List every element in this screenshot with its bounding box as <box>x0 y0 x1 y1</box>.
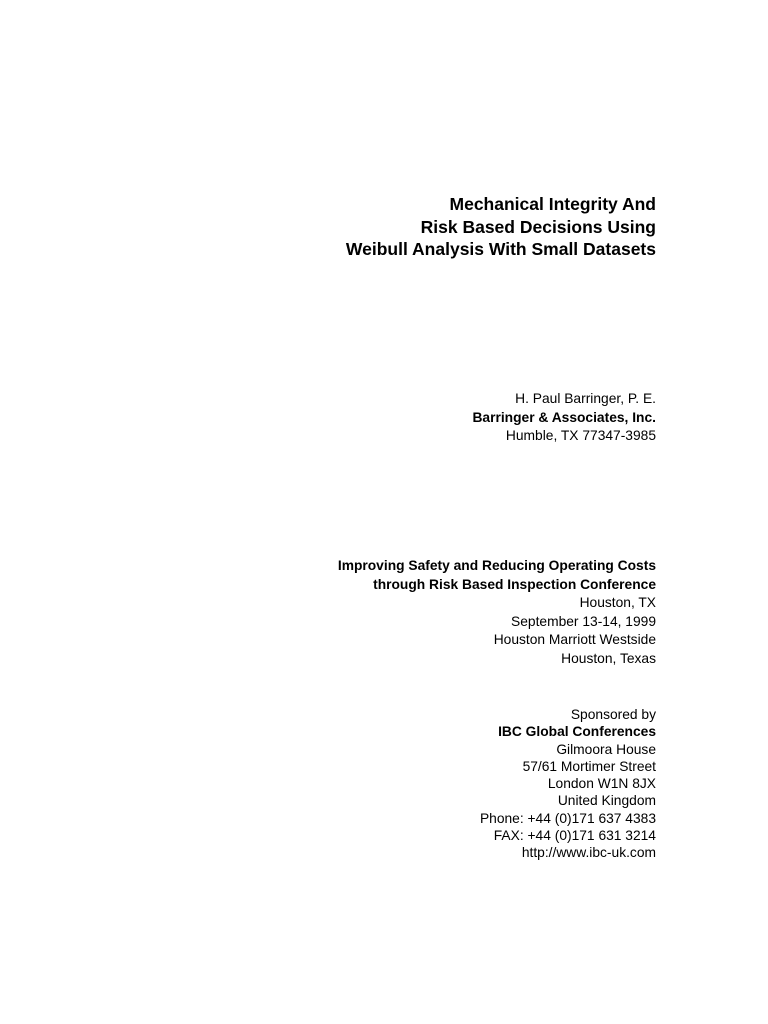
title-line-1: Mechanical Integrity And <box>449 194 656 214</box>
conference-name-line-1: Improving Safety and Reducing Operating Costs <box>337 558 656 573</box>
conference-block <box>338 557 656 668</box>
author-company: Barringer & Associates, Inc. <box>472 409 656 425</box>
paper-title <box>346 193 656 261</box>
sponsor-fax: FAX: +44 (0)171 631 3214 <box>493 828 656 844</box>
conference-venue: Houston Marriott Westside <box>493 632 656 647</box>
title-line-3: Weibull Analysis With Small Datasets <box>345 239 656 259</box>
sponsor-address-line-3: London W1N 8JX <box>547 776 656 792</box>
conference-dates: September 13-14, 1999 <box>511 613 656 629</box>
sponsor-address-line-1: Gilmoora House <box>556 741 656 757</box>
sponsor-address-line-2: 57/61 Mortimer Street <box>522 758 656 774</box>
sponsor-intro: Sponsored by <box>570 707 656 722</box>
sponsor-country: United Kingdom <box>557 793 656 809</box>
conference-city: Houston, TX <box>579 595 656 610</box>
title-line-2: Risk Based Decisions Using <box>420 216 656 237</box>
sponsor-phone: Phone: +44 (0)171 637 4383 <box>479 810 656 826</box>
author-block <box>472 390 656 446</box>
conference-name-line-2: through Risk Based Inspection Conference <box>373 576 656 592</box>
author-location: Humble, TX 77347-3985 <box>505 428 656 443</box>
conference-venue-city: Houston, Texas <box>561 650 656 666</box>
sponsor-website-link[interactable]: http://www.ibc-uk.com <box>521 845 656 861</box>
sponsor-name: IBC Global Conferences <box>498 724 656 740</box>
sponsor-block <box>480 706 656 862</box>
author-name: H. Paul Barringer, P. E. <box>515 391 656 406</box>
